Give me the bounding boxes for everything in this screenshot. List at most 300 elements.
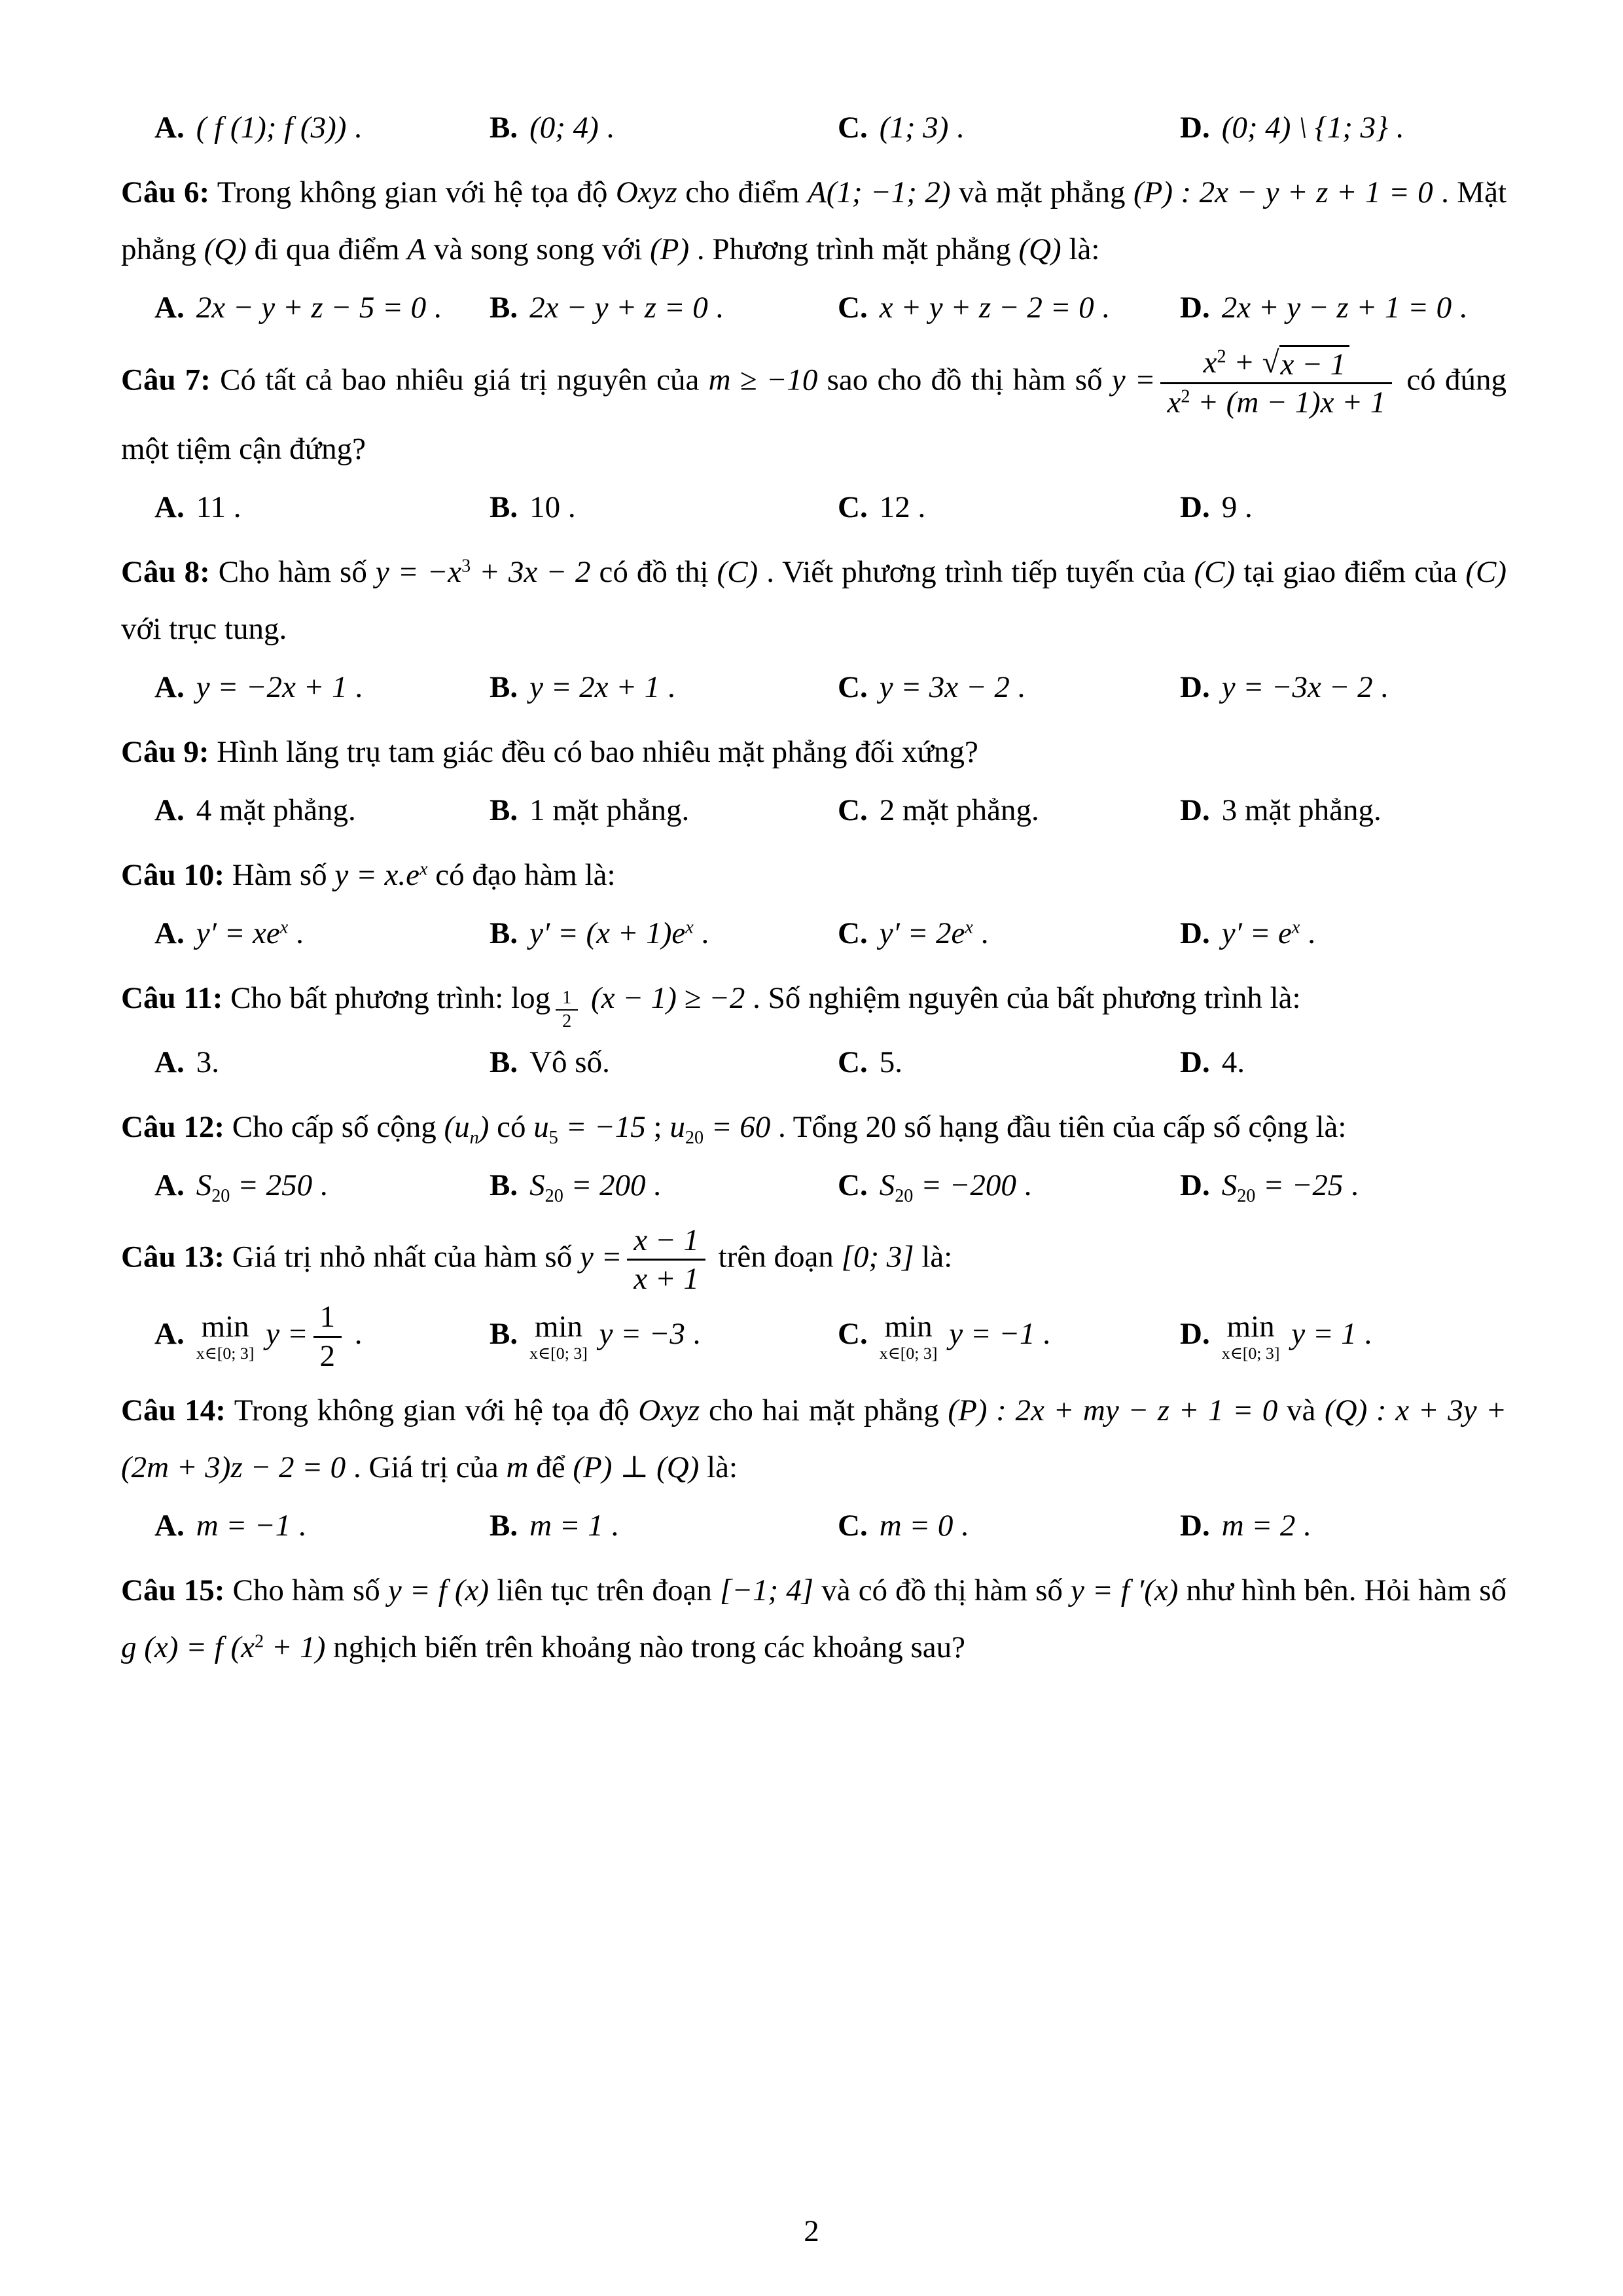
math-run: (C) <box>1465 555 1507 590</box>
text-run: . <box>603 1509 619 1543</box>
carryover-options-row <box>154 99 1507 156</box>
text-run: 20 <box>544 1185 563 1206</box>
text-run: . <box>598 111 615 145</box>
question-block <box>121 544 1507 716</box>
option-label: D. <box>1180 916 1210 950</box>
math-run: m ≥ −10 <box>708 363 818 397</box>
superscript <box>685 917 694 937</box>
text-run: . <box>953 1509 969 1543</box>
math-underscript <box>880 1310 938 1363</box>
operator-name: min <box>884 1310 933 1344</box>
operator-name: min <box>1226 1310 1275 1344</box>
option-label: A. <box>154 111 185 145</box>
math-run: m = 0 <box>879 1509 954 1543</box>
options-row <box>154 905 1507 962</box>
math-run: + <box>1226 345 1262 380</box>
question-stem <box>121 724 1507 781</box>
question-stem <box>121 1382 1507 1496</box>
option-label: C. <box>838 793 868 827</box>
subscript <box>470 1128 479 1148</box>
option-C <box>838 1034 1180 1091</box>
option-content <box>196 490 241 524</box>
option-label: C. <box>838 1168 868 1202</box>
subscript <box>211 1186 230 1206</box>
superscript <box>1292 917 1300 937</box>
math-run: x <box>1203 345 1217 380</box>
question-stem <box>121 847 1507 904</box>
question-block <box>121 1099 1507 1214</box>
text-run: 2 <box>562 1011 572 1032</box>
question-stem <box>121 1099 1507 1156</box>
option-content <box>880 670 1026 704</box>
text-run: Giá trị nhỏ nhất của hàm số <box>224 1240 580 1274</box>
math-run: (C) <box>717 555 758 590</box>
text-run: . <box>685 1317 701 1352</box>
option-B <box>490 99 838 156</box>
radicand <box>1279 345 1350 382</box>
fraction-denominator <box>627 1259 705 1297</box>
option-B <box>490 279 838 336</box>
math-run: (1; 3) <box>879 111 949 145</box>
option-label: D. <box>1180 290 1210 325</box>
operator-name: min <box>201 1310 249 1344</box>
option-content <box>196 1045 219 1079</box>
math-run: x + y + z − 2 = 0 <box>879 290 1094 325</box>
option-content <box>196 670 363 704</box>
text-run: . Phương trình mặt phẳng <box>689 232 1019 266</box>
text-run: cho điểm <box>677 175 808 209</box>
text-run: có đồ thị <box>590 555 717 590</box>
math-run: (0; 4) <box>529 111 599 145</box>
option-A <box>154 479 490 536</box>
bold-text: Câu 6: <box>121 175 210 209</box>
math-underscript <box>529 1310 588 1363</box>
text-run: Cho bất phương trình: log <box>223 980 551 1015</box>
text-run: sao cho đồ thị hàm số <box>817 363 1112 397</box>
math-run: [0; 3] <box>841 1240 914 1274</box>
math-run: S <box>879 1168 895 1202</box>
option-content <box>1222 490 1253 524</box>
math-run: (u <box>444 1109 470 1144</box>
math-run: y = <box>579 1240 622 1274</box>
question-block <box>121 970 1507 1091</box>
option-C <box>838 99 1180 156</box>
option-A <box>154 782 490 839</box>
underscript-range: x∈[0; 3] <box>879 1343 938 1363</box>
option-label: B. <box>490 290 518 325</box>
option-A <box>154 659 490 716</box>
text-run: trên đoạn <box>710 1240 842 1274</box>
math-run: = 200 <box>563 1168 646 1202</box>
text-run: . <box>312 1168 328 1202</box>
text-run: . Tổng 20 số hạng đầu tiên của cấp số cộng là: <box>770 1109 1347 1144</box>
option-label: A. <box>154 793 185 827</box>
math-run: = 60 <box>704 1109 771 1144</box>
text-run: là: <box>699 1450 738 1485</box>
question-block <box>121 724 1507 839</box>
page-number: 2 <box>804 2214 819 2248</box>
operator-name: min <box>534 1310 583 1344</box>
text-run: . <box>347 670 363 704</box>
question-stem <box>121 164 1507 278</box>
options-row <box>154 1299 1507 1374</box>
math-run: (Q) <box>204 232 247 266</box>
text-run: 3 <box>461 556 471 577</box>
math-run: (P) : 2x + my − z + 1 = 0 <box>948 1393 1278 1428</box>
text-run: 2 <box>1181 386 1190 407</box>
subscript <box>550 988 583 1032</box>
bold-text: Câu 10: <box>121 857 224 892</box>
option-content <box>879 1310 1050 1363</box>
text-run: và song song với <box>426 232 651 266</box>
option-content <box>880 916 989 950</box>
text-run: Cho cấp số cộng <box>224 1109 444 1144</box>
math-underscript <box>196 1310 255 1363</box>
math-run: m = 1 <box>529 1509 603 1543</box>
text-run: 1 <box>319 1300 336 1335</box>
math-run: ( f (1); f (3)) <box>196 111 347 145</box>
math-run: 2x − y + z − 5 = 0 <box>196 290 427 325</box>
math-run: 2x − y + z = 0 <box>529 290 708 325</box>
math-run: n <box>469 1127 479 1148</box>
option-label: C. <box>838 670 868 704</box>
math-run: + 1) <box>264 1630 326 1664</box>
option-content <box>529 916 709 950</box>
option-label: A. <box>154 916 185 950</box>
text-run: 10 . <box>529 490 576 525</box>
subscript <box>895 1186 913 1206</box>
option-label: A. <box>154 1509 185 1543</box>
option-content <box>1222 111 1404 145</box>
question-block <box>121 164 1507 336</box>
math-run: = −200 <box>913 1168 1016 1202</box>
text-run: 12 . <box>879 490 926 525</box>
text-run: . <box>346 111 362 145</box>
math-run: y = −3x − 2 <box>1221 670 1373 704</box>
subscript <box>685 1128 704 1148</box>
text-run: . <box>1372 670 1389 704</box>
text-run: . <box>660 670 675 704</box>
option-D <box>1180 1498 1507 1554</box>
options-row <box>154 659 1507 716</box>
option-label: C. <box>838 490 868 525</box>
math-run: x − 1 <box>633 1223 699 1257</box>
math-run: 2x + y − z + 1 = 0 <box>1221 290 1452 325</box>
text-run: 4 mặt phẳng. <box>196 793 356 827</box>
question-stem <box>121 970 1507 1033</box>
text-run: 11 . <box>196 490 241 525</box>
bold-text: Câu 12: <box>121 1109 224 1144</box>
option-B <box>490 1157 838 1214</box>
question-block <box>121 847 1507 962</box>
text-run: liên tục trên đoạn <box>489 1573 721 1608</box>
text-run: Trong không gian với hệ tọa độ <box>225 1393 639 1428</box>
text-run: để <box>528 1450 573 1485</box>
options-row <box>154 479 1507 536</box>
option-A <box>154 1157 490 1214</box>
text-run: . <box>1016 1168 1032 1202</box>
underscript-range: x∈[0; 3] <box>529 1343 588 1363</box>
math-run: y′ = e <box>1221 916 1292 950</box>
option-content <box>196 916 304 950</box>
math-run: u <box>669 1109 685 1144</box>
option-label: B. <box>490 490 518 525</box>
option-label: D. <box>1180 490 1210 525</box>
option-content <box>529 291 723 325</box>
option-A <box>154 1498 490 1554</box>
option-content <box>879 1168 1032 1206</box>
option-content <box>880 1509 969 1543</box>
bold-text: Câu 15: <box>121 1573 225 1608</box>
math-run: ) <box>478 1109 490 1144</box>
option-label: A. <box>154 670 185 704</box>
exam-page-content <box>121 98 1507 1676</box>
math-run: (P) ⊥ (Q) <box>573 1450 700 1485</box>
text-run: với trục tung. <box>121 612 287 646</box>
text-run: 2 mặt phẳng. <box>879 793 1039 827</box>
option-B <box>490 1306 838 1363</box>
option-D <box>1180 905 1507 962</box>
text-run: 1 <box>562 988 572 1009</box>
option-content <box>196 793 356 827</box>
option-C <box>838 1157 1180 1214</box>
text-run: . <box>1452 290 1467 325</box>
text-run: có <box>489 1109 534 1144</box>
text-run: . <box>1035 1317 1050 1352</box>
text-run: . Viết phương trình tiếp tuyến của <box>758 555 1194 590</box>
question-block <box>121 1562 1507 1676</box>
math-run: S <box>196 1168 212 1202</box>
text-run: đi qua điểm <box>246 232 408 266</box>
option-content <box>529 670 675 704</box>
math-run: y = 3x − 2 <box>879 670 1010 704</box>
questions-list <box>121 164 1507 1676</box>
option-label: B. <box>490 1317 518 1352</box>
text-run: ; <box>645 1109 670 1144</box>
math-run: (Q) : x + 3y + (2m + 3)z − 2 = 0 <box>121 1393 1507 1485</box>
text-run: và <box>1277 1393 1325 1428</box>
option-A <box>154 99 490 156</box>
text-run: . Giá trị của <box>346 1450 507 1485</box>
bold-text: Câu 9: <box>121 734 209 769</box>
subscript <box>1237 1186 1255 1206</box>
math-run: S <box>1221 1168 1238 1202</box>
math-run: + 3x − 2 <box>471 555 591 590</box>
text-run: là: <box>1061 232 1100 266</box>
math-run: m <box>506 1450 529 1485</box>
text-run: có đúng một tiệm cận đứng? <box>121 363 1507 467</box>
option-A <box>154 1034 490 1091</box>
question-stem <box>121 1562 1507 1676</box>
question-stem <box>121 544 1507 658</box>
option-content <box>1222 1509 1311 1543</box>
fraction-numerator <box>313 1299 342 1335</box>
fraction-numerator <box>627 1222 705 1259</box>
text-run: . <box>426 290 442 325</box>
option-content <box>529 1045 610 1079</box>
math-run: y = <box>258 1317 308 1352</box>
options-row <box>154 1498 1507 1554</box>
option-B <box>490 782 838 839</box>
option-content <box>529 793 689 827</box>
text-run: Cho hàm số <box>224 1573 388 1608</box>
option-content <box>1222 1045 1245 1079</box>
math-run: u <box>533 1109 549 1144</box>
text-run: Hình lăng trụ tam giác đều có bao nhiêu mặt phẳng đối xứng? <box>209 734 978 769</box>
bold-text: Câu 13: <box>121 1240 224 1274</box>
text-run: . <box>1356 1317 1372 1352</box>
math-run: y = 2x + 1 <box>529 670 660 704</box>
math-fraction <box>627 1222 705 1298</box>
math-run: x − 1 <box>1280 347 1346 382</box>
math-fraction <box>556 987 578 1033</box>
math-run: Oxyz <box>638 1393 700 1428</box>
math-run: y = 1 <box>1283 1317 1357 1352</box>
option-content <box>880 111 964 145</box>
option-label: D. <box>1180 1509 1210 1543</box>
subscript <box>545 1186 563 1206</box>
option-label: A. <box>154 1168 185 1202</box>
option-D <box>1180 1306 1507 1363</box>
question-block <box>121 344 1507 536</box>
math-run: x <box>965 917 973 938</box>
option-D <box>1180 1157 1507 1214</box>
text-run: Cho hàm số <box>209 555 376 590</box>
text-run: nghịch biến trên khoảng nào trong các khoảng sau? <box>325 1630 965 1664</box>
question-block <box>121 1222 1507 1375</box>
option-C <box>838 782 1180 839</box>
option-label: C. <box>838 111 868 145</box>
option-label: B. <box>490 1045 518 1079</box>
superscript <box>965 917 973 937</box>
math-run: = −15 <box>558 1109 646 1144</box>
math-fraction <box>1160 344 1392 421</box>
text-run: 1 mặt phẳng. <box>529 793 690 827</box>
option-label: A. <box>154 290 185 325</box>
math-run: A <box>407 232 426 266</box>
option-content <box>529 1310 701 1363</box>
math-run: Oxyz <box>615 175 677 209</box>
fraction-numerator <box>556 987 578 1009</box>
option-B <box>490 905 838 962</box>
text-run: . <box>1009 670 1026 704</box>
math-run: y′ = (x + 1)e <box>529 916 686 950</box>
math-run: y = −2x + 1 <box>196 670 348 704</box>
option-content <box>1222 793 1382 827</box>
option-B <box>490 1034 838 1091</box>
math-run: (C) <box>1194 555 1236 590</box>
option-content <box>880 291 1109 325</box>
math-run: (x − 1) ≥ −2 <box>583 980 745 1015</box>
text-run: 2 <box>319 1338 336 1373</box>
math-run: (P) <box>650 232 690 266</box>
fraction-numerator <box>1197 344 1357 382</box>
option-A <box>154 1299 490 1374</box>
option-label: B. <box>490 111 518 145</box>
text-run: Vô số. <box>529 1045 610 1079</box>
math-run: y = −x <box>375 555 462 590</box>
text-run: và có đồ thị hàm số <box>813 1573 1071 1608</box>
option-D <box>1180 279 1507 336</box>
superscript <box>1217 346 1226 367</box>
text-run: cho hai mặt phẳng <box>700 1393 948 1428</box>
option-D <box>1180 1034 1507 1091</box>
options-row <box>154 279 1507 336</box>
text-run: 4. <box>1221 1045 1245 1079</box>
radical-icon: √ <box>1262 345 1279 380</box>
option-content <box>880 490 926 524</box>
superscript <box>461 556 471 577</box>
option-A <box>154 905 490 962</box>
text-run: Hàm số <box>224 857 335 892</box>
option-B <box>490 659 838 716</box>
math-run: [−1; 4] <box>720 1573 814 1608</box>
text-run: . <box>288 916 304 950</box>
text-run: như hình bên. Hỏi hàm số <box>1178 1573 1507 1608</box>
option-label: C. <box>838 1317 868 1352</box>
option-label: D. <box>1180 670 1210 704</box>
superscript <box>280 917 289 937</box>
option-label: B. <box>490 916 518 950</box>
options-row <box>154 782 1507 839</box>
bold-text: Câu 7: <box>121 363 211 397</box>
option-D <box>1180 479 1507 536</box>
math-run: g (x) = f (x <box>121 1630 255 1664</box>
option-content <box>196 111 362 145</box>
text-run: . <box>1343 1168 1359 1202</box>
math-run: y = f (x) <box>387 1573 490 1608</box>
math-sqrt <box>1262 345 1349 382</box>
text-run: Có tất cả bao nhiêu giá trị nguyên của <box>210 363 709 397</box>
option-label: B. <box>490 793 518 827</box>
bold-text: Câu 14: <box>121 1393 226 1428</box>
option-D <box>1180 782 1507 839</box>
text-run: và mặt phẳng <box>950 175 1134 209</box>
superscript <box>419 859 428 879</box>
math-run: y′ = 2e <box>879 916 965 950</box>
option-content <box>880 1045 902 1079</box>
text-run: . <box>1300 916 1315 950</box>
option-label: D. <box>1180 793 1210 827</box>
text-run: Trong không gian với hệ tọa độ <box>209 175 616 209</box>
option-label: A. <box>154 490 185 525</box>
text-run: 5 <box>548 1127 558 1148</box>
fraction-denominator <box>556 1009 578 1033</box>
option-label: D. <box>1180 111 1210 145</box>
option-B <box>490 1498 838 1554</box>
option-content <box>529 490 576 524</box>
option-content <box>196 1168 328 1206</box>
option-content <box>196 291 442 325</box>
option-label: C. <box>838 916 868 950</box>
math-run: y = −1 <box>941 1317 1035 1352</box>
math-underscript <box>1222 1310 1280 1363</box>
text-run: . <box>347 1317 363 1352</box>
math-run: y = f ′(x) <box>1070 1573 1179 1608</box>
text-run: . <box>1094 290 1110 325</box>
question-stem <box>121 1222 1507 1298</box>
option-label: C. <box>838 290 868 325</box>
text-run: 20 <box>1237 1185 1256 1206</box>
math-run: m = −1 <box>196 1509 291 1543</box>
option-content <box>1222 916 1315 950</box>
math-run: x <box>1291 917 1300 938</box>
math-run: A(1; −1; 2) <box>808 175 951 209</box>
option-C <box>838 1498 1180 1554</box>
options-row <box>154 1157 1507 1214</box>
fraction-denominator <box>1160 382 1392 421</box>
option-label: B. <box>490 670 518 704</box>
